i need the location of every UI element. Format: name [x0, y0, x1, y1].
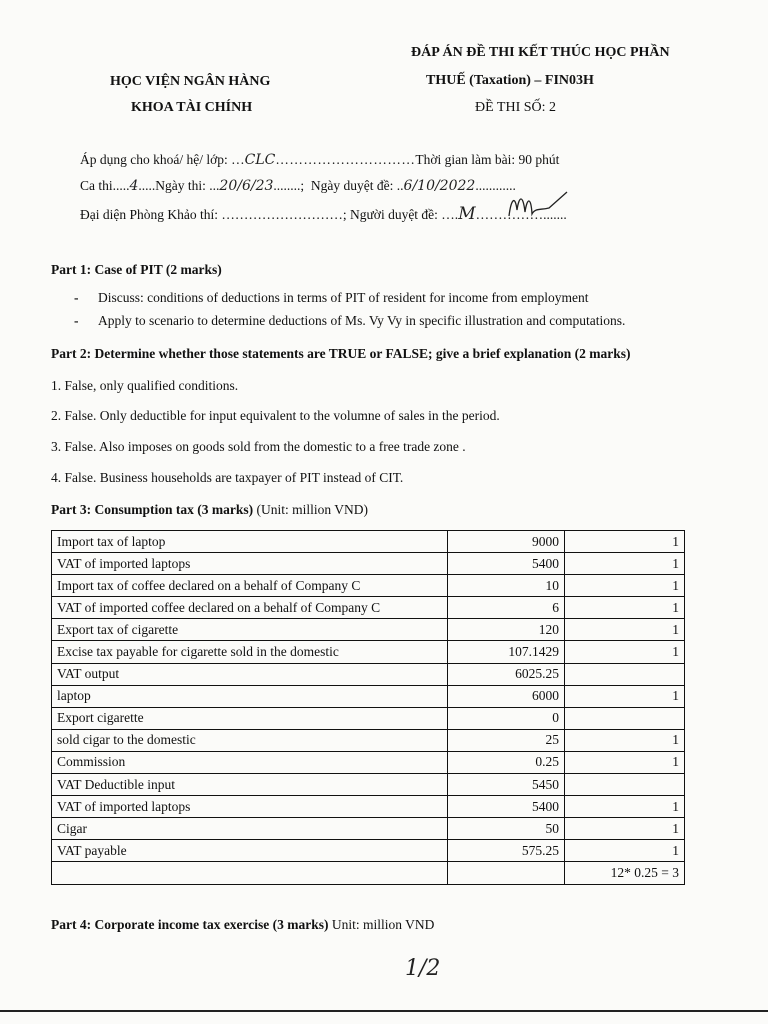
row-mark-cell: 1 — [565, 751, 685, 773]
part2-item-2: 2. False. Only deductible for input equivalent to the volumne of sales in the period. — [51, 408, 500, 423]
row-item-cell: VAT of imported laptops — [52, 796, 448, 818]
part4-title — [51, 917, 434, 933]
row-mark-cell: 1 — [565, 685, 685, 707]
table-row — [52, 751, 685, 773]
shift-label: Ca thi..... — [80, 178, 130, 193]
representative-line — [80, 204, 567, 224]
row-mark-cell — [565, 707, 685, 729]
row-value-cell: 25 — [448, 729, 565, 751]
apply-line — [80, 152, 559, 168]
row-value-cell: 0 — [448, 707, 565, 729]
table-row — [52, 553, 685, 575]
row-mark-cell: 1 — [565, 818, 685, 840]
row-mark-cell: 1 — [565, 619, 685, 641]
part2-title: Part 2: Determine whether those statements are TRUE or FALSE; give a brief explanation (2 marks) — [51, 346, 631, 361]
table-row — [52, 796, 685, 818]
row-value-cell: 6025.25 — [448, 663, 565, 685]
time-label: Thời gian làm bài: 90 phút — [415, 152, 560, 167]
row-item-cell: VAT payable — [52, 840, 448, 862]
row-value-cell: 5400 — [448, 553, 565, 575]
row-mark-cell: 1 — [565, 729, 685, 751]
table-row — [52, 685, 685, 707]
part1-title: Part 1: Case of PIT (2 marks) — [51, 262, 222, 277]
shift-value-handwritten: 4 — [129, 178, 139, 194]
apply-label: Áp dụng cho khoá/ hệ/ lớp: … — [80, 152, 245, 167]
row-item-cell: Import tax of laptop — [52, 531, 448, 553]
row-mark-cell: 1 — [565, 553, 685, 575]
row-value-cell: 120 — [448, 619, 565, 641]
approve-date-handwritten: 6/10/2022 — [403, 178, 476, 194]
row-mark-cell: 1 — [565, 531, 685, 553]
part3-title — [51, 502, 368, 518]
representative-dots: ……………....... — [475, 207, 567, 222]
part2-item-3: 3. False. Also imposes on goods sold from the domestic to a free trade zone . — [51, 439, 466, 454]
row-mark-cell: 1 — [565, 641, 685, 663]
institution-name: HỌC VIỆN NGÂN HÀNG — [110, 74, 271, 89]
row-value-cell: 9000 — [448, 531, 565, 553]
row-mark-cell — [565, 774, 685, 796]
table-row — [52, 774, 685, 796]
row-value-cell: 6000 — [448, 685, 565, 707]
row-value-cell — [448, 862, 565, 884]
row-item-cell: sold cigar to the domestic — [52, 729, 448, 751]
date-value-handwritten: 20/6/23 — [219, 178, 274, 194]
table-row — [52, 641, 685, 663]
row-mark-cell: 1 — [565, 796, 685, 818]
part1-bullet-2: Apply to scenario to determine deductions of Ms. Vy Vy in specific illustration and computations. — [98, 313, 626, 328]
table-row — [52, 663, 685, 685]
part2-item-1: 1. False, only qualified conditions. — [51, 378, 239, 393]
row-mark-cell: 1 — [565, 597, 685, 619]
row-value-cell: 10 — [448, 575, 565, 597]
course-name: THUẾ (Taxation) – FIN03H — [426, 73, 594, 88]
page-bottom-rule — [0, 1010, 768, 1012]
part3-title-bold: Part 3: Consumption tax (3 marks) — [51, 502, 254, 517]
faculty-name: KHOA TÀI CHÍNH — [131, 100, 253, 115]
row-item-cell — [52, 862, 448, 884]
bullet-marker: - — [74, 290, 79, 305]
apply-value-handwritten: CLC — [244, 152, 276, 168]
table-row — [52, 619, 685, 641]
row-mark-cell — [565, 663, 685, 685]
table-row — [52, 597, 685, 619]
table-row — [52, 862, 685, 884]
row-item-cell: VAT Deductible input — [52, 774, 448, 796]
row-item-cell: Export tax of cigarette — [52, 619, 448, 641]
row-value-cell: 5400 — [448, 796, 565, 818]
row-value-cell: 575.25 — [448, 840, 565, 862]
date-dots: ........; — [273, 178, 305, 193]
row-mark-cell: 1 — [565, 575, 685, 597]
part4-unit: Unit: million VND — [328, 917, 435, 932]
part4-title-bold: Part 4: Corporate income tax exercise (3 marks) — [51, 917, 329, 932]
signature-initial: M — [458, 204, 476, 224]
row-item-cell: Cigar — [52, 818, 448, 840]
row-value-cell: 5450 — [448, 774, 565, 796]
bullet-marker: - — [74, 313, 79, 328]
table-row — [52, 818, 685, 840]
row-value-cell: 6 — [448, 597, 565, 619]
row-item-cell: Commission — [52, 751, 448, 773]
row-item-cell: laptop — [52, 685, 448, 707]
row-value-cell: 0.25 — [448, 751, 565, 773]
row-value-cell: 50 — [448, 818, 565, 840]
table-body — [52, 531, 685, 885]
part3-unit: (Unit: million VND) — [253, 502, 369, 517]
document-title: ĐÁP ÁN ĐỀ THI KẾT THÚC HỌC PHẦN — [411, 45, 670, 60]
row-item-cell: VAT output — [52, 663, 448, 685]
exam-number: ĐỀ THI SỐ: 2 — [475, 100, 557, 115]
consumption-tax-table — [51, 530, 685, 885]
table-row — [52, 707, 685, 729]
row-value-cell: 107.1429 — [448, 641, 565, 663]
date-label: .....Ngày thi: ... — [138, 178, 220, 193]
row-item-cell: VAT of imported coffee declared on a behalf of Company C — [52, 597, 448, 619]
approve-date-label: Ngày duyệt đề: .. — [310, 178, 404, 193]
row-item-cell: VAT of imported laptops — [52, 553, 448, 575]
row-item-cell: Export cigarette — [52, 707, 448, 729]
table-row — [52, 840, 685, 862]
page-number-handwritten: 1/2 — [405, 956, 441, 981]
approver-signature-image — [505, 188, 575, 222]
apply-dots: ………………………… — [275, 152, 416, 167]
part2-item-4: 4. False. Business households are taxpayer of PIT instead of CIT. — [51, 470, 404, 485]
representative-label: Đại diện Phòng Khảo thí: ………………………; Người duyệt đề: …. — [80, 207, 459, 222]
table-row — [52, 729, 685, 751]
row-item-cell: Import tax of coffee declared on a behalf of Company C — [52, 575, 448, 597]
row-item-cell: Excise tax payable for cigarette sold in the domestic — [52, 641, 448, 663]
row-mark-cell: 12* 0.25 = 3 — [565, 862, 685, 884]
shift-line — [80, 178, 516, 194]
row-mark-cell: 1 — [565, 840, 685, 862]
part1-bullet-1: Discuss: conditions of deductions in terms of PIT of resident for income from employment — [98, 290, 589, 305]
table-row — [52, 575, 685, 597]
approve-dots: ............ — [475, 178, 516, 193]
table-row — [52, 531, 685, 553]
